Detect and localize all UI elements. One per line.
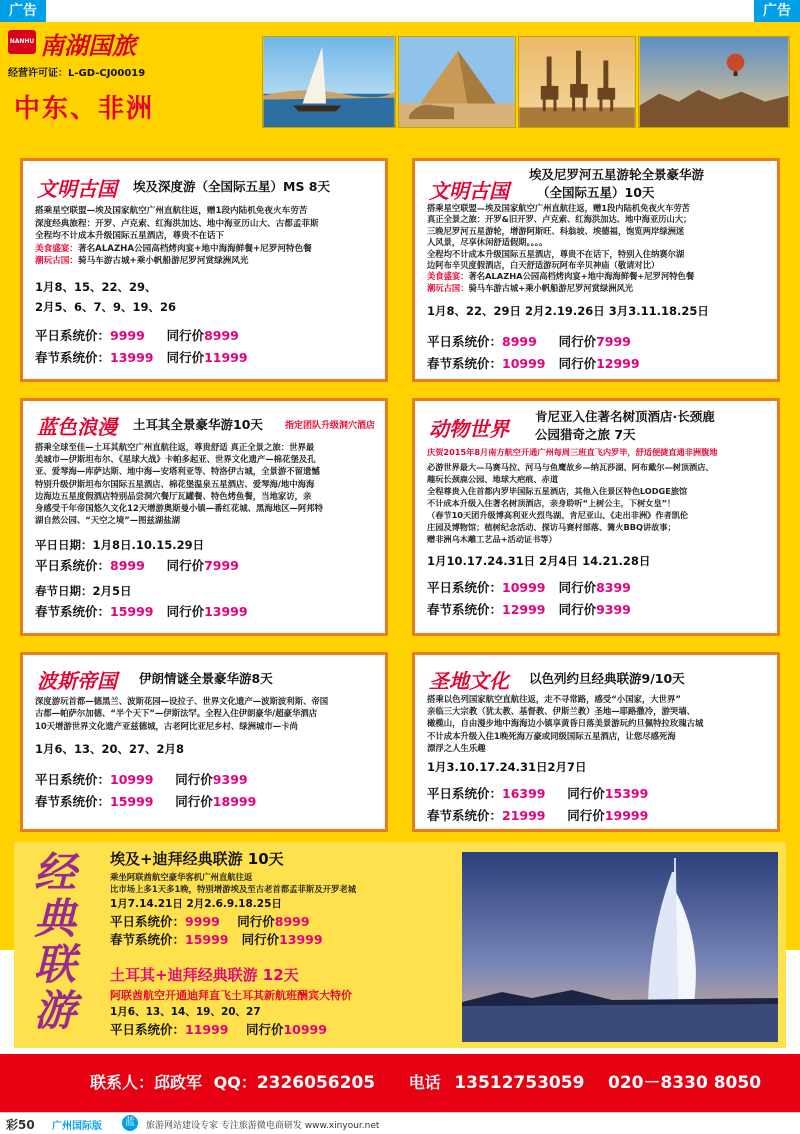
card-subtitle: 肯尼亚入住著名树顶酒店·长颈鹿 <box>535 409 715 424</box>
card-subtitle-2: 公园猎奇之旅 7天 <box>535 427 636 442</box>
footer-slogan: 旅游网站建设专家 专注旅游微电商研发 www.xinyour.net <box>146 1121 380 1131</box>
card-subtitle: 埃及尼罗河五星游轮全景豪华游 <box>529 167 705 182</box>
card-egypt-nile-10days[interactable] <box>412 158 780 382</box>
card-dates: 1月8、15、22、29、 2月5、6、7、9、19、26 <box>35 280 177 314</box>
footer <box>0 1112 800 1134</box>
card-title: 蓝色浪漫 <box>37 415 117 439</box>
card-body: 深度游玩首都—德黑兰、波斯花园—设拉子、世界文化遗产—波斯波利斯、帝国 古都—帕萨尔加德、“半个天下”—伊斯法罕。全程入住伊朗豪华/超豪华酒店 10天增游世界文化遗产亚兹德城，古老阿比亚尼乡村、绿洲城市—卡尚 <box>35 696 329 731</box>
card-egypt-8days[interactable] <box>20 158 388 382</box>
card-body: 搭乘以色列国家航空直航往返，走不寻常路，感受“小国家，大世界” 亲临三大宗教（犹太教、基督教、伊斯兰教）圣地—耶路撒冷，游哭墙、 橄榄山，自由漫步地中海海边小镇享黄昏日落美景游玩约旦佩特拉玫瑰古城 不计成本升级入住1晚死海万豪或同级国际五星酒店，让您尽感死海 漂浮之人生乐趣 <box>427 694 704 753</box>
card-holiday-dates: 春节日期：2月5日 <box>35 584 132 598</box>
card-subtitle: 伊朗情谜全景豪华游8天 <box>139 671 273 686</box>
contact-info <box>90 1068 761 1093</box>
contact-bar <box>0 1054 800 1112</box>
card-prices-holiday: 春节系统价：15999 同行价13999 <box>35 604 248 619</box>
classic-section[interactable] <box>14 842 786 1048</box>
card-prices: 平日系统价：10999 同行价9399 春节系统价：15999 同行价18999 <box>35 772 257 809</box>
card-prices: 平日系统价：8999 同行价7999 春节系统价：10999 同行价12999 <box>427 334 640 371</box>
card-subtitle-2: （全国际五星）10天 <box>537 185 655 200</box>
page-number: 彩50 <box>6 1118 35 1132</box>
brand-name: 南湖国旅 <box>40 32 136 60</box>
card-dates: 1月8、22、29日 2月2.19.26日 3月3.11.18.25日 <box>427 304 709 318</box>
burj-al-arab-photo <box>462 852 778 1042</box>
phone-label: 电话 <box>408 1073 441 1092</box>
card-body: 搭乘星空联盟—埃及国家航空广州直航往返，赠1段内陆机免夜火车劳苦 真正全景之旅：开罗&旧开罗、卢克索、红海洪加达、地中海亚历山大； 三晚尼罗河五星游轮，增游阿斯旺、科翁坡、埃德福，饱览两岸绿洲迷 人风景，尽享休闲舒适假期。。。。 全程均不计成本升级国际五星酒店，尊贵不在话下，特别入住纳赛尔湖 边阿布辛贝度假酒店，白天舒适游玩阿布辛贝神庙（敬请对比） 美食盛宴：著名ALAZHA公园高档烤肉宴+地中海海鲜餐+尼罗河特色餐 潮玩古国：骑马车游古城+乘小帆船游尼罗河赏绿洲风光 <box>427 203 695 293</box>
card-kenya-7days[interactable] <box>412 398 780 636</box>
classic-tour-egypt-dubai: 埃及+迪拜经典联游 10天 乘坐阿联酋航空豪华客机广州直航往返 比市场上多1天多1晚，特别增游埃及至古老首都孟菲斯及开罗老城 1月7.14.21日 2月2.6.9.18.25日 平日系统价：9999 同行价8999 春节系统价：15999 同行价13999 <box>110 850 357 947</box>
classic-tour-turkey-dubai: 土耳其+迪拜经典联游 12天 阿联酋航空开通迪拜直飞土耳其新航班酬宾大特价 1月6、13、14、19、20、27 平日系统价：11999 同行价10999 <box>110 966 352 1037</box>
card-highlight: 庆贺2015年8月南方航空开通广州每周三班直飞内罗毕，舒适便捷直通非洲腹地 <box>427 447 718 457</box>
balloon-cappadocia-photo <box>638 36 790 128</box>
card-title: 波斯帝国 <box>37 669 117 693</box>
card-turkey-10days[interactable] <box>20 398 388 636</box>
card-body: 搭乘全球至佳—土耳其航空广州直航往返，尊贵舒适 真正全景之旅：世界最 美城市—伊斯坦布尔、《星球大战》卡帕多起亚、世界文化遗产—棉花堡及孔 亚、爱琴海—库萨达斯、地中海—安塔利亚等、特洛伊古城，全景游不留遗憾 特别升级伊斯坦布尔国际五星酒店、棉花堡温泉五星酒店、爱琴海/地中海海 边海边五星度假酒店特别品尝洞穴餐厅瓦罐餐、特色烤鱼餐，当地家访，亲 身感受千年帝国悠久文化12天增游奥斯曼小镇—番红花城、黑海地区—阿邦特 湖自然公园、“天空之境”—图兹湖盐湖 <box>35 442 324 526</box>
card-body: 必游世界最大—马赛马拉、河马与鱼鹰故乡—纳瓦莎湖、阿布戴尔—树顶酒店、 趣玩长颈鹿公园、地球大疤痕、赤道 全程尊贵入住首都内罗毕国际五星酒店，其他入住景区特色LODGE旅馆 不计成本升级入住著名树顶酒店，亲身聆听“上树公主，下树女皇”！ （春节10天团升级博高利亚火烈鸟湖、肯尼亚山、《走出非洲》作者凯伦 庄园及博物馆；植树纪念活动、探访马赛村部落、篝火BBQ讲故事； 赠非洲乌木雕工艺品+活动证书等） <box>427 462 714 544</box>
contact-person: 联系人：邱政军 <box>90 1073 203 1092</box>
qq-number[interactable]: 2326056205 <box>256 1073 376 1093</box>
nile-sailboat-photo <box>262 36 396 128</box>
card-dates: 平日日期：1月8日.10.15.29日 <box>35 538 205 552</box>
card-note: 指定团队升级洞穴酒店 <box>285 421 376 431</box>
card-dates: 1月10.17.24.31日 2月4日 14.21.28日 <box>427 554 651 568</box>
card-body: 搭乘星空联盟—埃及国家航空广州直航往返，赠1段内陆机免夜火车劳苦 深度经典旅程：开罗、卢克索、红海洪加达、地中海亚历山大、古都孟菲斯 全程均不计成本升级国际五星酒店，尊贵不在话下 美食盛宴：著名ALAZHA公园高档烤肉宴+地中海海鲜餐+尼罗河特色餐 潮玩古国：骑马车游古城+乘小帆船游尼罗河赏绿洲风光 <box>35 206 319 267</box>
header <box>0 22 800 140</box>
license-text: 经营许可证：L-GD-CJ00019 <box>8 68 146 79</box>
ad-tag-right: 广告 <box>754 0 800 22</box>
region-title: 中东、非洲 <box>14 94 155 124</box>
card-dates: 1月3.10.17.24.31日2月7日 <box>427 760 587 774</box>
pyramid-sphinx-photo <box>398 36 516 128</box>
card-title: 文明古国 <box>37 177 117 201</box>
card-iran-8days[interactable] <box>20 652 388 832</box>
card-prices: 平日系统价：10999 同行价8399 春节系统价：12999 同行价9399 <box>427 580 631 617</box>
phone-mobile[interactable]: 13512753059 <box>454 1073 585 1093</box>
giraffes-photo <box>518 36 636 128</box>
footer-badge-icon: 蓝 <box>122 1115 138 1131</box>
card-prices: 平日系统价：9999 同行价8999 春节系统价：13999 同行价11999 <box>35 328 248 365</box>
card-subtitle: 土耳其全景豪华游10天 <box>133 417 263 432</box>
card-prices: 平日系统价：8999 同行价7999 <box>35 558 239 573</box>
brand-logo-icon: NANHU <box>8 30 36 54</box>
classic-vertical-title: 经 典 联 游 <box>34 848 77 1035</box>
card-prices: 平日系统价：16399 同行价15399 春节系统价：21999 同行价19999 <box>427 786 649 823</box>
ad-tag-left: 广告 <box>0 0 46 22</box>
card-title: 文明古国 <box>429 179 509 203</box>
card-israel-jordan[interactable] <box>412 652 780 832</box>
card-dates: 1月6、13、20、27、2月8 <box>35 742 185 756</box>
card-subtitle: 以色列约旦经典联游9/10天 <box>529 671 685 686</box>
card-title: 圣地文化 <box>429 669 509 693</box>
phone-landline[interactable]: 020－8330 8050 <box>607 1073 762 1093</box>
card-subtitle: 埃及深度游（全国际五星）MS 8天 <box>133 179 330 194</box>
footer-section: 广州国际版 <box>52 1121 102 1132</box>
qq-label: QQ： <box>213 1073 257 1092</box>
card-title: 动物世界 <box>429 417 509 441</box>
